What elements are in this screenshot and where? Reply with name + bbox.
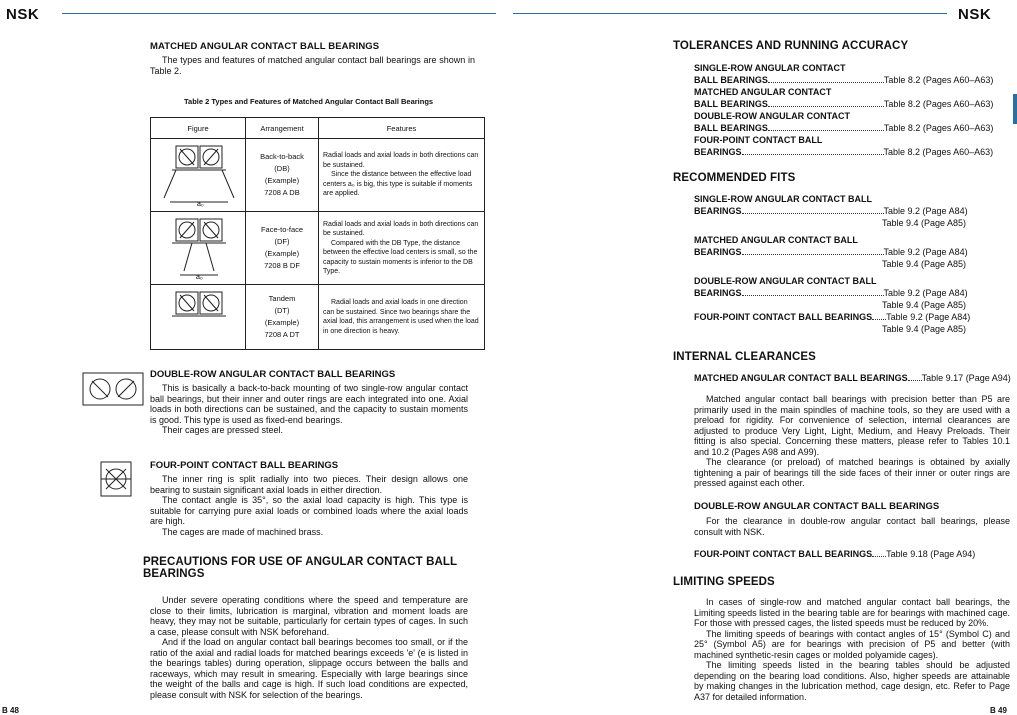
matched-intro: The types and features of matched angular contact ball bearings are shown in Table 2. [150, 55, 475, 76]
clearance-double-title: DOUBLE-ROW ANGULAR CONTACT BALL BEARINGS [694, 501, 940, 512]
table-2 [150, 117, 485, 350]
features-db: Radial loads and axial loads in both directions can be sustained. Since the distance between the effective load centers a₀ is big, this type is suitable if moments are applied. [319, 139, 485, 212]
df-bearing-figure [152, 213, 244, 281]
features-df: Radial loads and axial loads in both directions can be sustained. Compared with the DB Type, the distance between the effective load centers is small, so the capacity to sustain moments is inferior to the DB Type. [319, 212, 485, 285]
header-rule-left [62, 13, 496, 14]
clearance-text: Matched angular contact ball bearings with precision better than P5 are primarily used in the main spindles of machine tools, so they are used with a preload for rigidity. For convenience of selection, internal clearances are adjusted to produce Very Light, Light, Medium, and Heavy Preloads. Their fitting is also special. Concerning these matters, please refer to Tables 10.1 and 10.2 (Pages A98 and A99). The clearance (or preload) of matched bearings is obtained by axially tightening a pair of bearings till the side faces of their inner or outer rings are pressed against each other. [694, 394, 1010, 488]
page-number-left: B 48 [2, 706, 19, 715]
table-row [151, 212, 485, 285]
double-row-text: This is basically a back-to-back mounting of two single-row angular contact ball bearings, but their inner and outer rings are each integrated into one. Axial loads in both directions can be sustained, and the capacity to sustain moments is good. This type is used as fixed-end bearings. Their cages are pressed steel. [150, 383, 468, 435]
four-point-bearing-icon [100, 461, 132, 497]
clearances-title: INTERNAL CLEARANCES [673, 351, 816, 363]
four-point-text: The inner ring is split radially into two pieces. Their design allows one bearing to sustain significant axial loads in either direction. The contact angle is 35°, so the axial load capacity is high. This type is suitable for carrying pure axial loads or combined loads where the axial loads are high. The cages are made of machined brass. [150, 474, 468, 537]
fits-title: RECOMMENDED FITS [673, 172, 796, 184]
table-row [151, 285, 485, 350]
col-figure: Figure [151, 118, 246, 139]
list-item: DOUBLE-ROW ANGULAR CONTACT BALL BEARINGS Table 8.2 (Pages A60–A63) [694, 111, 994, 133]
thumb-tab [1013, 94, 1017, 124]
figure-df [151, 212, 246, 285]
col-arrangement: Arrangement [246, 118, 319, 139]
arrangement-db: Back-to-back (DB) (Example) 7208 A DB [246, 139, 319, 212]
fits-list [694, 193, 994, 335]
clearance-matched-ref: MATCHED ANGULAR CONTACT BALL BEARINGS Table 9.17 (Page A94) [694, 373, 1011, 383]
list-item: DOUBLE-ROW ANGULAR CONTACT BALL BEARINGS Table 9.2 (Page A84) Table 9.4 (Page A85) [694, 276, 968, 310]
double-row-bearing-icon [82, 372, 144, 406]
limiting-title: LIMITING SPEEDS [673, 576, 775, 588]
four-point-title: FOUR-POINT CONTACT BALL BEARINGS [150, 460, 339, 471]
limiting-text: In cases of single-row and matched angular contact ball bearings, the Limiting speeds listed in the bearing table are for bearings with machined cage. For those with pressed cages, the listed speeds must be reduced by 20%. The limiting speeds of bearings with contact angles of 15° (Symbol C) and 25° (Symbol A5) are for bearings with precision of P5 and better (with machined synthetic-resin cages or molded polyamide cages). The limiting speeds listed in the bearing tables should be adjusted depending on the bearing load conditions. Also, higher speeds are attainable by making changes in the lubrication method, cage design, etc. Refer to Page A37 for detailed information. [694, 597, 1010, 702]
features-dt: Radial loads and axial loads in one direction can be sustained. Since two bearings share the axial load, this arrangement is used when the load in one direction is heavy. [319, 285, 485, 350]
list-item: FOUR-POINT CONTACT BALL BEARINGS Table 8.2 (Pages A60–A63) [694, 135, 994, 157]
list-item: MATCHED ANGULAR CONTACT BALL BEARINGS Table 8.2 (Pages A60–A63) [694, 87, 994, 109]
list-item: MATCHED ANGULAR CONTACT BALL BEARINGS Table 9.2 (Page A84) Table 9.4 (Page A85) [694, 235, 968, 269]
nsk-logo-right: NSK [958, 6, 992, 23]
double-row-title: DOUBLE-ROW ANGULAR CONTACT BALL BEARINGS [150, 369, 396, 380]
clearance-four-ref: FOUR-POINT CONTACT BALL BEARINGS Table 9.18 (Page A94) [694, 549, 976, 559]
arrangement-dt: Tandem (DT) (Example) 7208 A DT [246, 285, 319, 350]
precautions-text: Under severe operating conditions where the speed and temperature are close to their limits, lubrication is marginal, vibration and moment loads are heavy, they may not be suitable, particularly for certain types of cages. In such a case, please consult with NSK beforehand. And if the load on angular contact ball bearings becomes too small, or if the ratio of the axial and radial loads for matched bearings exceeds 'e' (e is listed in the bearings tables) during operation, slippage occurs between the balls and raceways, which may result in smearing. Especially with large bearings since the weight of the balls and cage is high. If such load conditions are expected, please consult with NSK for selection of the bearings. [150, 595, 468, 700]
arrangement-df: Face-to-face (DF) (Example) 7208 B DF [246, 212, 319, 285]
figure-label: a₀ [197, 201, 204, 208]
figure-label: a₀ [196, 274, 203, 281]
figure-dt [151, 285, 246, 350]
header-rule-right [513, 13, 947, 14]
tolerances-title: TOLERANCES AND RUNNING ACCURACY [673, 40, 909, 52]
table-title: Table 2 Types and Features of Matched Angular Contact Ball Bearings [184, 97, 434, 106]
db-bearing-figure [152, 140, 244, 208]
tolerances-list [694, 62, 994, 158]
dt-bearing-figure [152, 286, 244, 346]
clearance-double-text: For the clearance in double-row angular contact ball bearings, please consult with NSK. [694, 516, 1010, 537]
precautions-title: PRECAUTIONS FOR USE OF ANGULAR CONTACT BALL BEARINGS [143, 556, 458, 580]
list-item: SINGLE-ROW ANGULAR CONTACT BALL BEARINGS Table 8.2 (Pages A60–A63) [694, 63, 994, 85]
col-features: Features [319, 118, 485, 139]
table-row [151, 139, 485, 212]
list-item: FOUR-POINT CONTACT BALL BEARINGS Table 9.2 (Page A84) Table 9.4 (Page A85) [694, 312, 971, 334]
matched-title: MATCHED ANGULAR CONTACT BALL BEARINGS [150, 41, 380, 52]
list-item: SINGLE-ROW ANGULAR CONTACT BALL BEARINGS Table 9.2 (Page A84) Table 9.4 (Page A85) [694, 194, 968, 228]
page-number-right: B 49 [990, 706, 1007, 715]
nsk-logo-left: NSK [6, 6, 40, 23]
figure-db [151, 139, 246, 212]
